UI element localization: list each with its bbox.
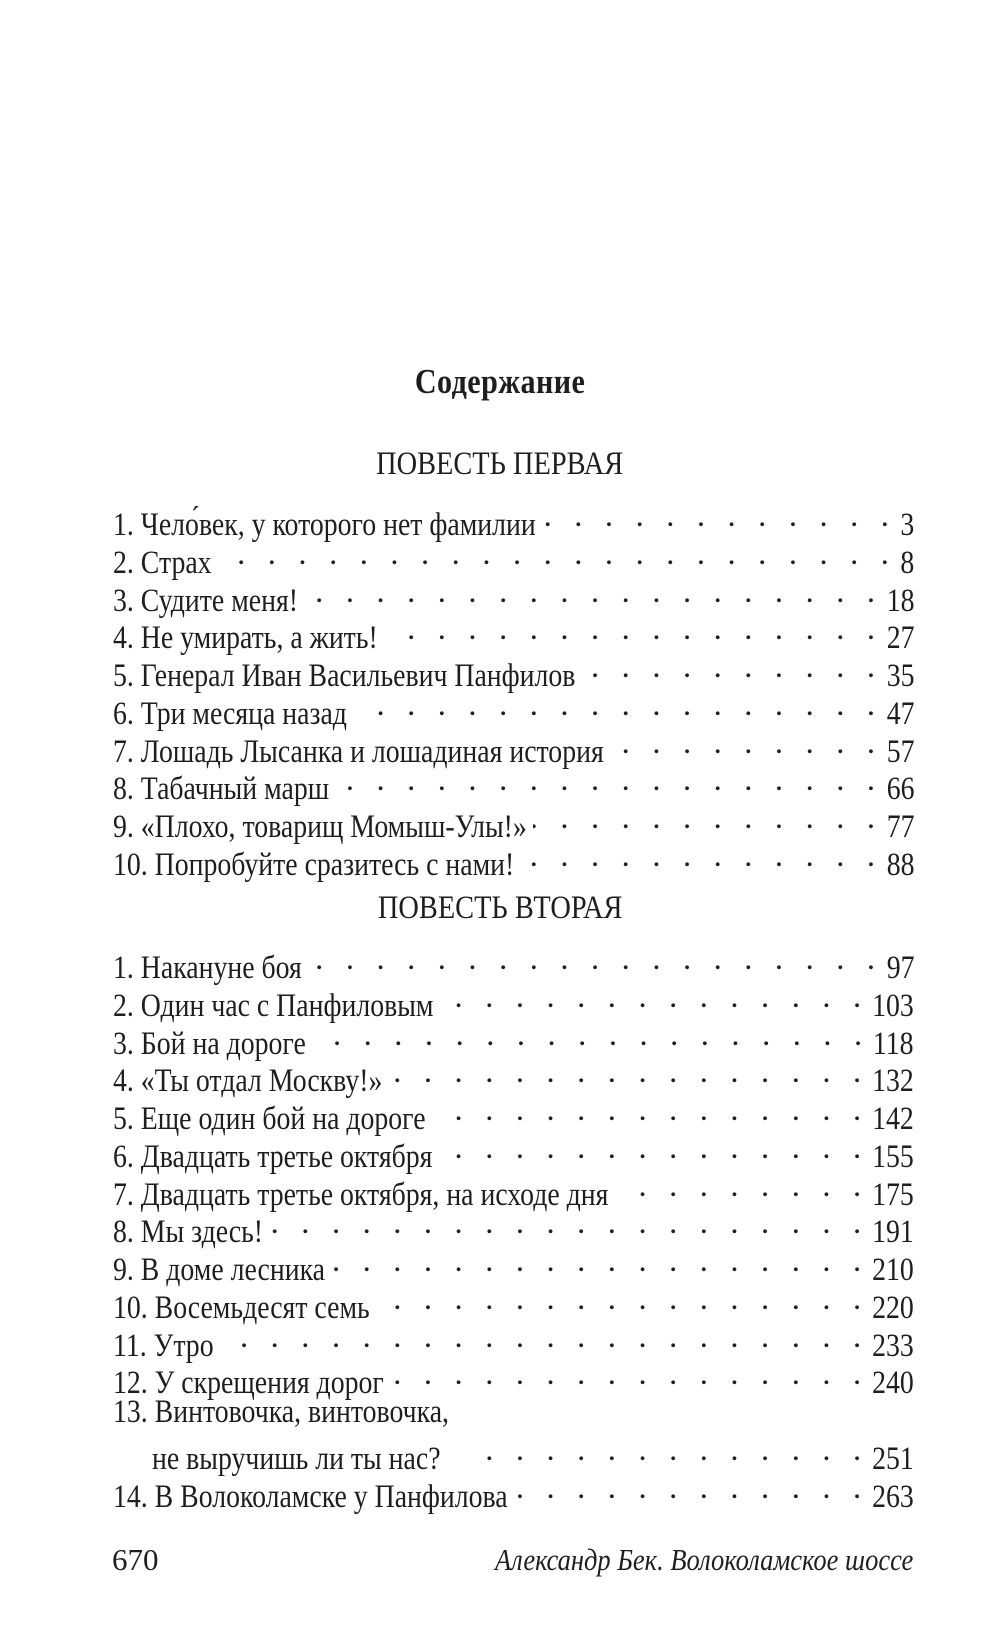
dot-leader xyxy=(304,573,882,611)
toc-entry-title: 5. Генерал Иван Васильевич Панфилов xyxy=(113,658,576,694)
toc-entry-page: 66 xyxy=(886,771,914,808)
dot-leader xyxy=(438,1129,868,1167)
toc-entry-title: 4. «Ты отдал Москву!» xyxy=(113,1063,383,1100)
toc-entry-page: 175 xyxy=(872,1176,914,1213)
toc-entry-page: 191 xyxy=(872,1214,914,1251)
toc-entry[interactable] xyxy=(113,497,914,543)
toc-entry-title: 10. Восемьдесят семь xyxy=(113,1289,370,1326)
dot-leader xyxy=(269,1204,868,1242)
toc-entry-page: 251 xyxy=(872,1440,914,1477)
toc-entry-title: 13. Винтовочка, винтовочка, xyxy=(113,1394,449,1430)
toc-entry-page: 3 xyxy=(900,507,914,543)
toc-entry-title: 3. Судите меня! xyxy=(113,582,299,619)
toc-entry[interactable] xyxy=(113,1280,914,1326)
toc-entry[interactable] xyxy=(113,978,914,1024)
toc-entry-page: 103 xyxy=(872,987,914,1024)
toc-entry-page: 35 xyxy=(886,658,914,694)
toc-entry-page: 77 xyxy=(886,809,914,845)
toc-entry-page: 88 xyxy=(886,846,914,883)
toc-entry-title: не выручишь ли ты нас? xyxy=(152,1440,441,1477)
toc-entry-title: 4. Не умирать, а жить! xyxy=(113,620,378,657)
toc-entry-title: 1. Чело́век, у которого нет фамилии xyxy=(113,507,536,543)
part-heading-1 xyxy=(0,446,1000,483)
toc-entry[interactable] xyxy=(113,837,914,883)
toc-entry-page: 142 xyxy=(872,1101,914,1137)
toc-entry[interactable] xyxy=(113,573,914,619)
toc-entry[interactable] xyxy=(113,1016,914,1062)
part-heading-2 xyxy=(0,890,1000,927)
toc-entry-title: 6. Двадцать третье октября xyxy=(113,1138,433,1175)
toc-entry-title: 2. Страх xyxy=(113,544,212,581)
dot-leader xyxy=(432,1091,869,1129)
toc-entry-title: 9. В доме лесника xyxy=(113,1252,326,1288)
dot-leader xyxy=(220,1318,869,1356)
dot-leader xyxy=(312,1016,870,1054)
toc-entry[interactable] xyxy=(113,535,914,581)
toc-entry-title: 7. Двадцать третье октября, на исходе дня xyxy=(113,1176,609,1213)
toc-entry-title: 9. «Плохо, товарищ Момыш-Улы!» xyxy=(113,809,527,845)
dot-leader xyxy=(388,1053,868,1091)
toc-entry[interactable] xyxy=(113,1469,914,1515)
toc-entry-page: 155 xyxy=(872,1138,914,1175)
toc-entry-page: 220 xyxy=(872,1289,914,1326)
toc-entry-title: 6. Три месяца назад xyxy=(113,695,347,732)
dot-leader xyxy=(331,1242,868,1280)
toc-entry[interactable] xyxy=(113,1431,914,1477)
toc-entry[interactable] xyxy=(113,724,914,770)
toc-entry[interactable] xyxy=(113,610,914,657)
dot-leader xyxy=(439,978,868,1016)
dot-leader xyxy=(542,497,896,535)
part-heading-text: ПОВЕСТЬ ВТОРАЯ xyxy=(377,890,623,926)
toc-entry[interactable] xyxy=(113,648,914,694)
toc-entry-page: 240 xyxy=(872,1365,914,1402)
toc-entry[interactable] xyxy=(113,1318,914,1364)
toc-entry-page: 118 xyxy=(873,1025,914,1062)
running-title-text: Александр Бек. Волоколамское шоссе xyxy=(494,1542,913,1577)
toc-entry-title: 5. Еще один бой на дороге xyxy=(113,1101,426,1137)
toc-entry-page: 263 xyxy=(872,1478,914,1515)
dot-leader xyxy=(335,761,882,799)
toc-entry[interactable] xyxy=(113,940,914,986)
toc-entry-page: 233 xyxy=(872,1327,914,1364)
toc-entry-page: 57 xyxy=(886,733,914,770)
toc-entry[interactable] xyxy=(113,1053,914,1100)
dot-leader xyxy=(384,610,882,648)
running-title xyxy=(424,1542,913,1578)
toc-entry[interactable] xyxy=(113,1167,914,1213)
toc-entry-title: 10. Попробуйте сразитесь с нами! xyxy=(113,846,515,883)
toc-entry-page: 27 xyxy=(886,620,914,657)
dot-leader xyxy=(581,648,882,686)
toc-entry-title: 2. Один час с Панфиловым xyxy=(113,987,434,1024)
toc-entry-page: 18 xyxy=(886,582,914,619)
page-number: 670 xyxy=(112,1542,159,1577)
dot-leader xyxy=(533,799,882,837)
dot-leader xyxy=(308,940,882,978)
dot-leader xyxy=(376,1280,869,1318)
dot-leader xyxy=(486,1431,869,1469)
dot-leader xyxy=(614,1167,868,1205)
toc-entry-title: 8. Мы здесь! xyxy=(113,1214,264,1251)
toc-entry-title: 1. Накануне боя xyxy=(113,950,302,986)
toc-entry[interactable] xyxy=(113,1355,914,1402)
toc-entry[interactable] xyxy=(113,761,914,808)
toc-entry-title: 8. Табачный марш xyxy=(113,771,330,808)
toc-entry[interactable] xyxy=(113,1129,914,1175)
page-title xyxy=(0,362,1000,402)
toc-entry[interactable] xyxy=(113,1242,914,1288)
toc-entry[interactable] xyxy=(113,1091,914,1137)
dot-leader xyxy=(218,535,897,573)
toc-entry-page: 132 xyxy=(872,1063,914,1100)
toc-entry-page: 47 xyxy=(886,695,914,732)
toc-entry-page: 210 xyxy=(872,1252,914,1288)
dot-leader xyxy=(353,686,882,724)
title-text: Содержание xyxy=(414,362,586,401)
toc-entry[interactable] xyxy=(113,799,914,845)
toc-entry-title: 3. Бой на дороге xyxy=(113,1025,306,1062)
dot-leader xyxy=(390,1355,869,1393)
toc-entry-title: 11. Утро xyxy=(113,1327,214,1364)
dot-leader xyxy=(520,837,882,875)
dot-leader xyxy=(610,724,882,762)
toc-entry-title: 14. В Волоколамске у Панфилова xyxy=(113,1478,508,1515)
toc-entry[interactable] xyxy=(113,686,914,732)
toc-entry-line-1[interactable] xyxy=(113,1393,914,1431)
toc-entry-title: 12. У скрещения дорог xyxy=(113,1365,384,1402)
part-heading-text: ПОВЕСТЬ ПЕРВАЯ xyxy=(376,446,624,482)
dot-leader xyxy=(514,1469,869,1507)
toc-entry[interactable] xyxy=(113,1204,914,1251)
toc-entry-page: 8 xyxy=(900,544,914,581)
toc-entry-title: 7. Лошадь Лысанка и лошадиная история xyxy=(113,733,604,770)
toc-entry-page: 97 xyxy=(886,950,914,986)
